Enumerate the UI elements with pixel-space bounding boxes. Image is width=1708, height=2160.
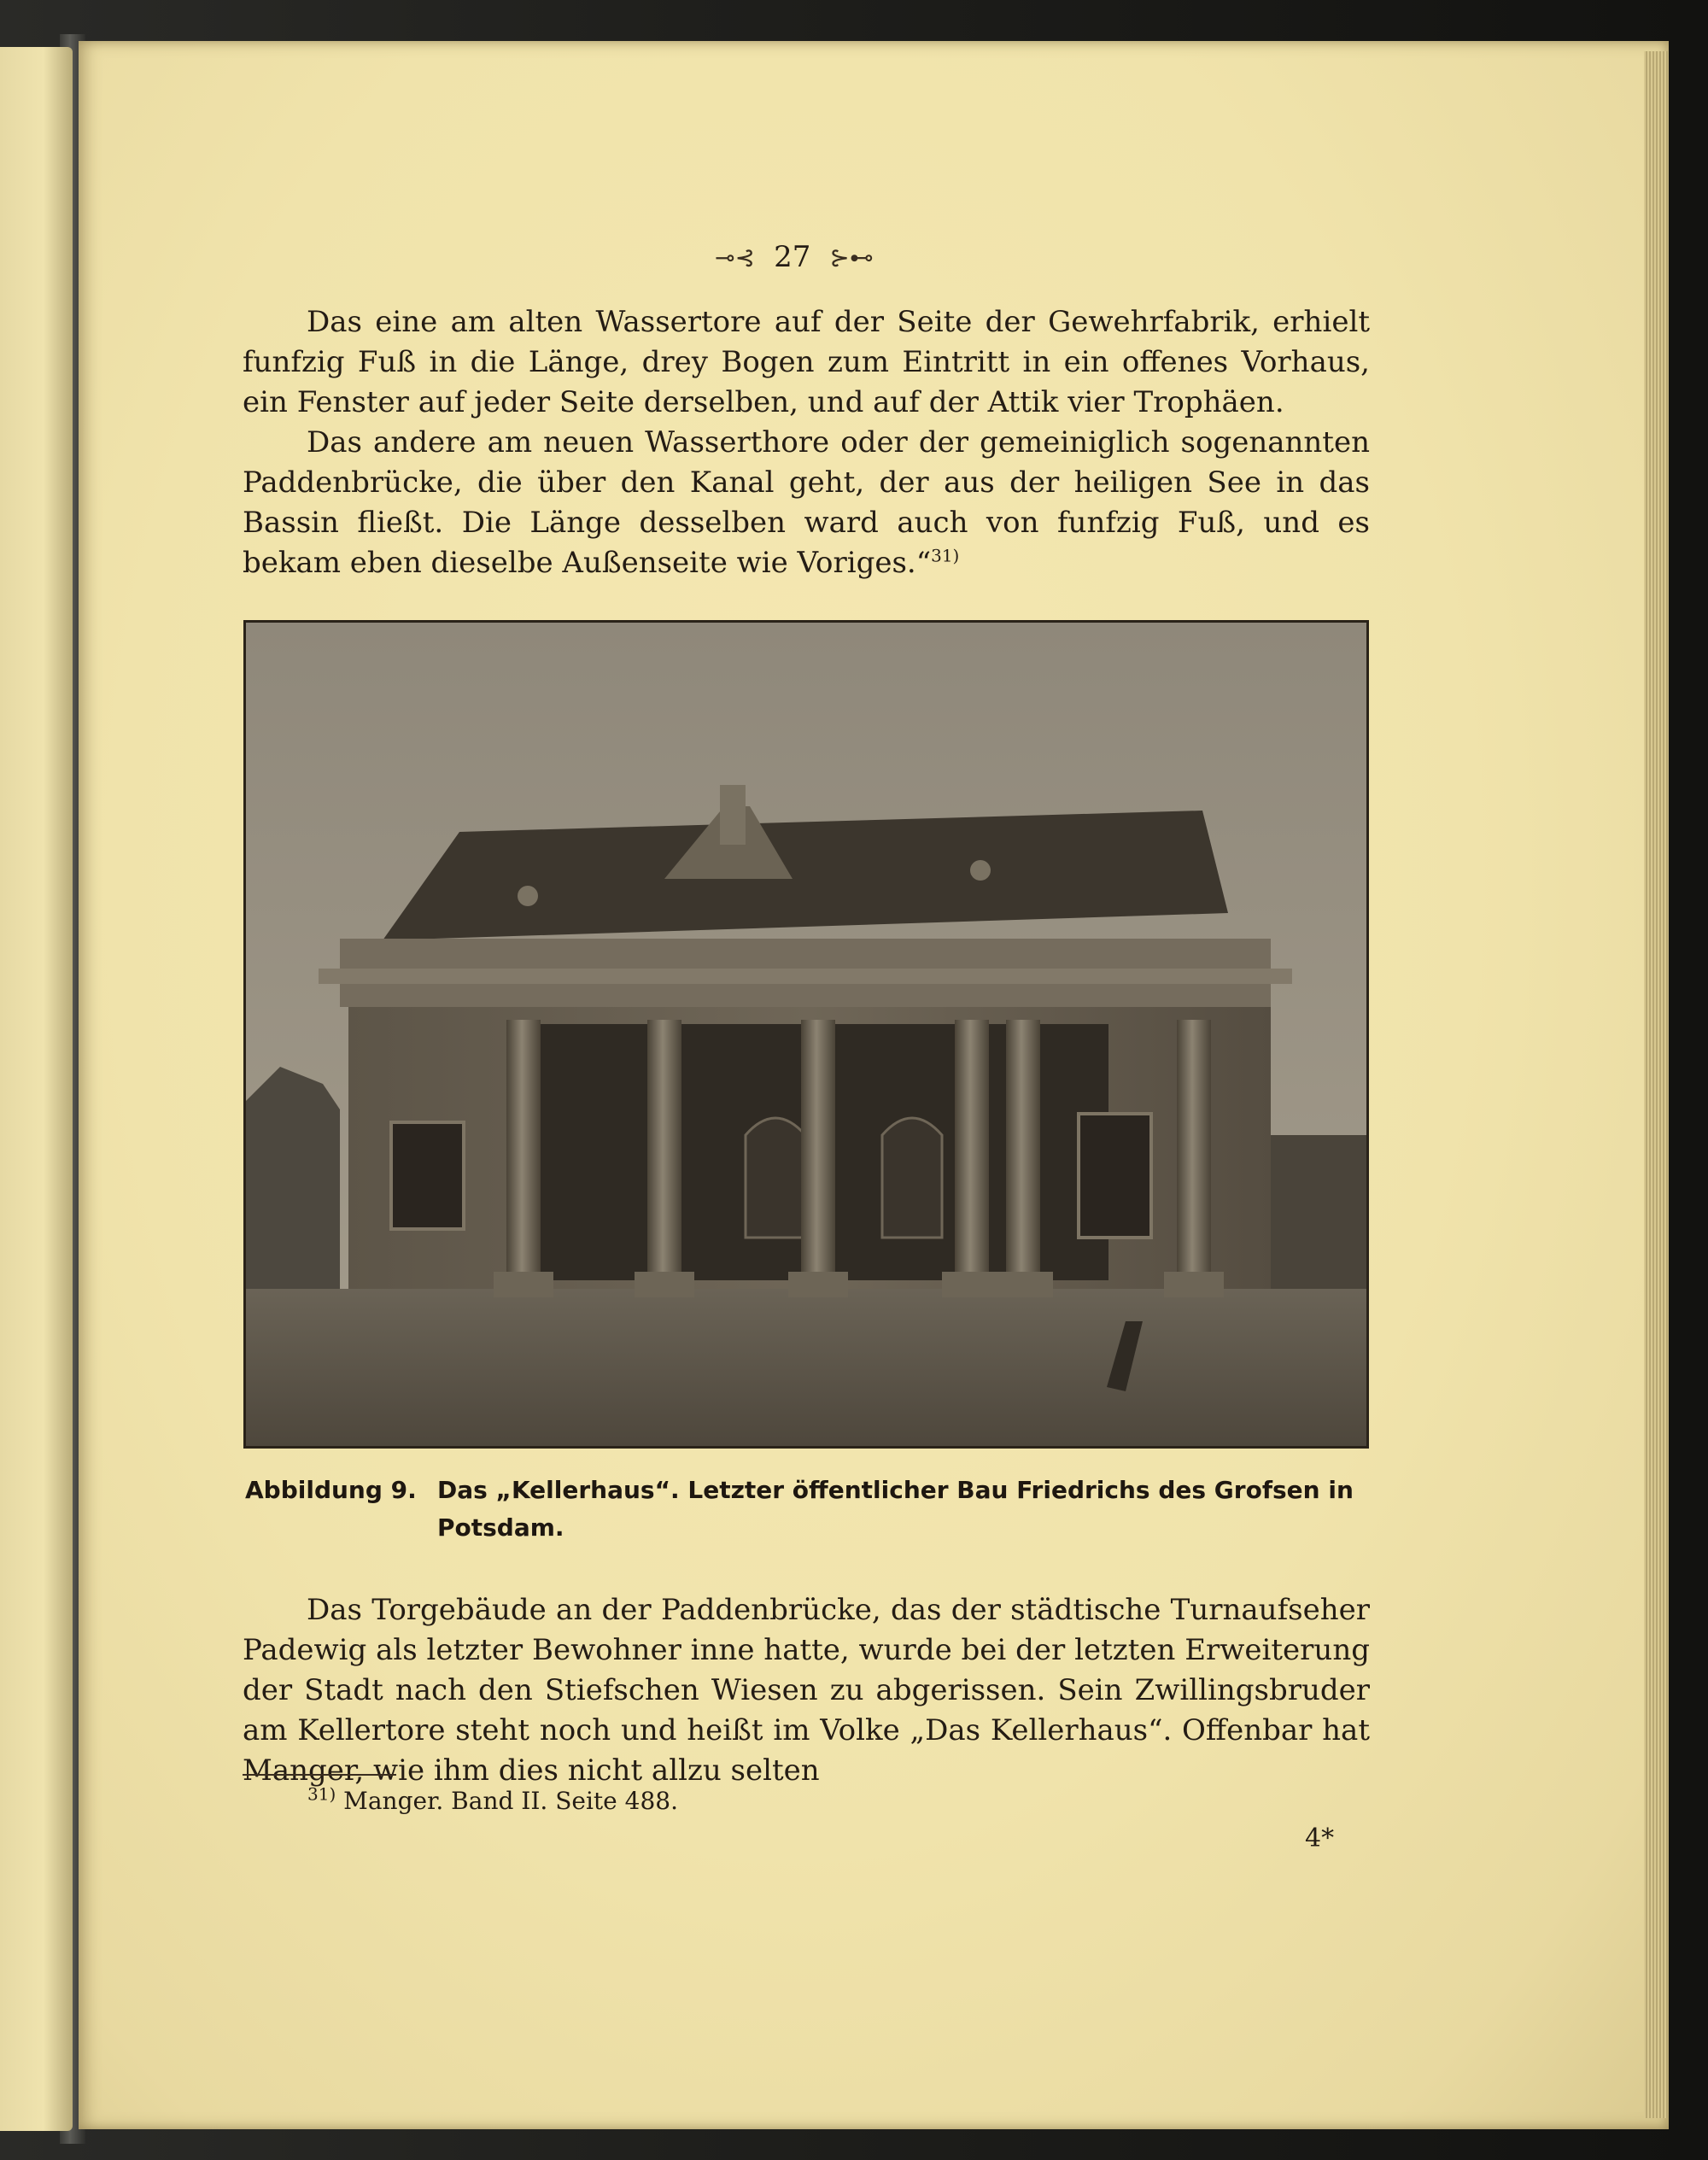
paragraph-third: Das Torgebäude an der Paddenbrücke, das der städtische Turnaufseher Padewig als letzter Bewohner inne hatte, wurde bei der letzten Erweiterung der Stadt nach den Stiefschen Wiesen zu abgerissen. Sein Zwillingsbruder am Kellertore steht noch und heißt im Volke „Das Kellerhaus“. Offenbar hat Manger, wie ihm dies nicht allzu selten [243, 1593, 1370, 1788]
ornament-right: ⊱⊷ [829, 243, 874, 272]
caption-text-1: Das „Kellerhaus“. Letzter öffentlicher Bau Friedrichs des Grofsen in [437, 1476, 1354, 1504]
footnote-marker: 31) [307, 1783, 336, 1805]
figure-photo [243, 620, 1369, 1449]
paragraph-first: Das eine am alten Wassertore auf der Seite der Gewehrfabrik, erhielt funfzig Fuß in die Länge, drey Bogen zum Eintritt in ein offenes Vorhaus, ein Fenster auf jeder Seite derselben, und auf der Attik vier Trophäen. [243, 305, 1370, 419]
figure-caption [245, 1472, 1381, 1547]
figure-label: Abbildung 9. [245, 1476, 417, 1504]
page-header [683, 236, 905, 278]
caption-line-2: Potsdam. [437, 1513, 564, 1542]
footnote-ref: 31) [931, 545, 960, 566]
caption-line-1 [245, 1472, 1381, 1509]
footnote-rule [243, 1774, 396, 1776]
signature-mark: 4* [1305, 1823, 1335, 1853]
gatehouse-photo-image [246, 623, 1366, 1446]
page-number: 27 [774, 240, 811, 274]
ornament-left: ⊸⊰ [715, 243, 756, 272]
paragraph-second [243, 423, 1370, 583]
footnote [307, 1782, 1076, 1820]
text-block-top [243, 302, 1370, 583]
footnote-text: Manger. Band II. Seite 488. [343, 1787, 678, 1815]
paragraph-second-text: Das andere am neuen Wasserthore oder der gemeiniglich sogenannten Paddenbrücke, die über den Kanal geht, der aus der heiligen See in das Bassin fließt. Die Länge desselben ward auch von funfzig Fuß, und es bekam eben dieselbe Außenseite wie Voriges.“ [243, 425, 1370, 580]
